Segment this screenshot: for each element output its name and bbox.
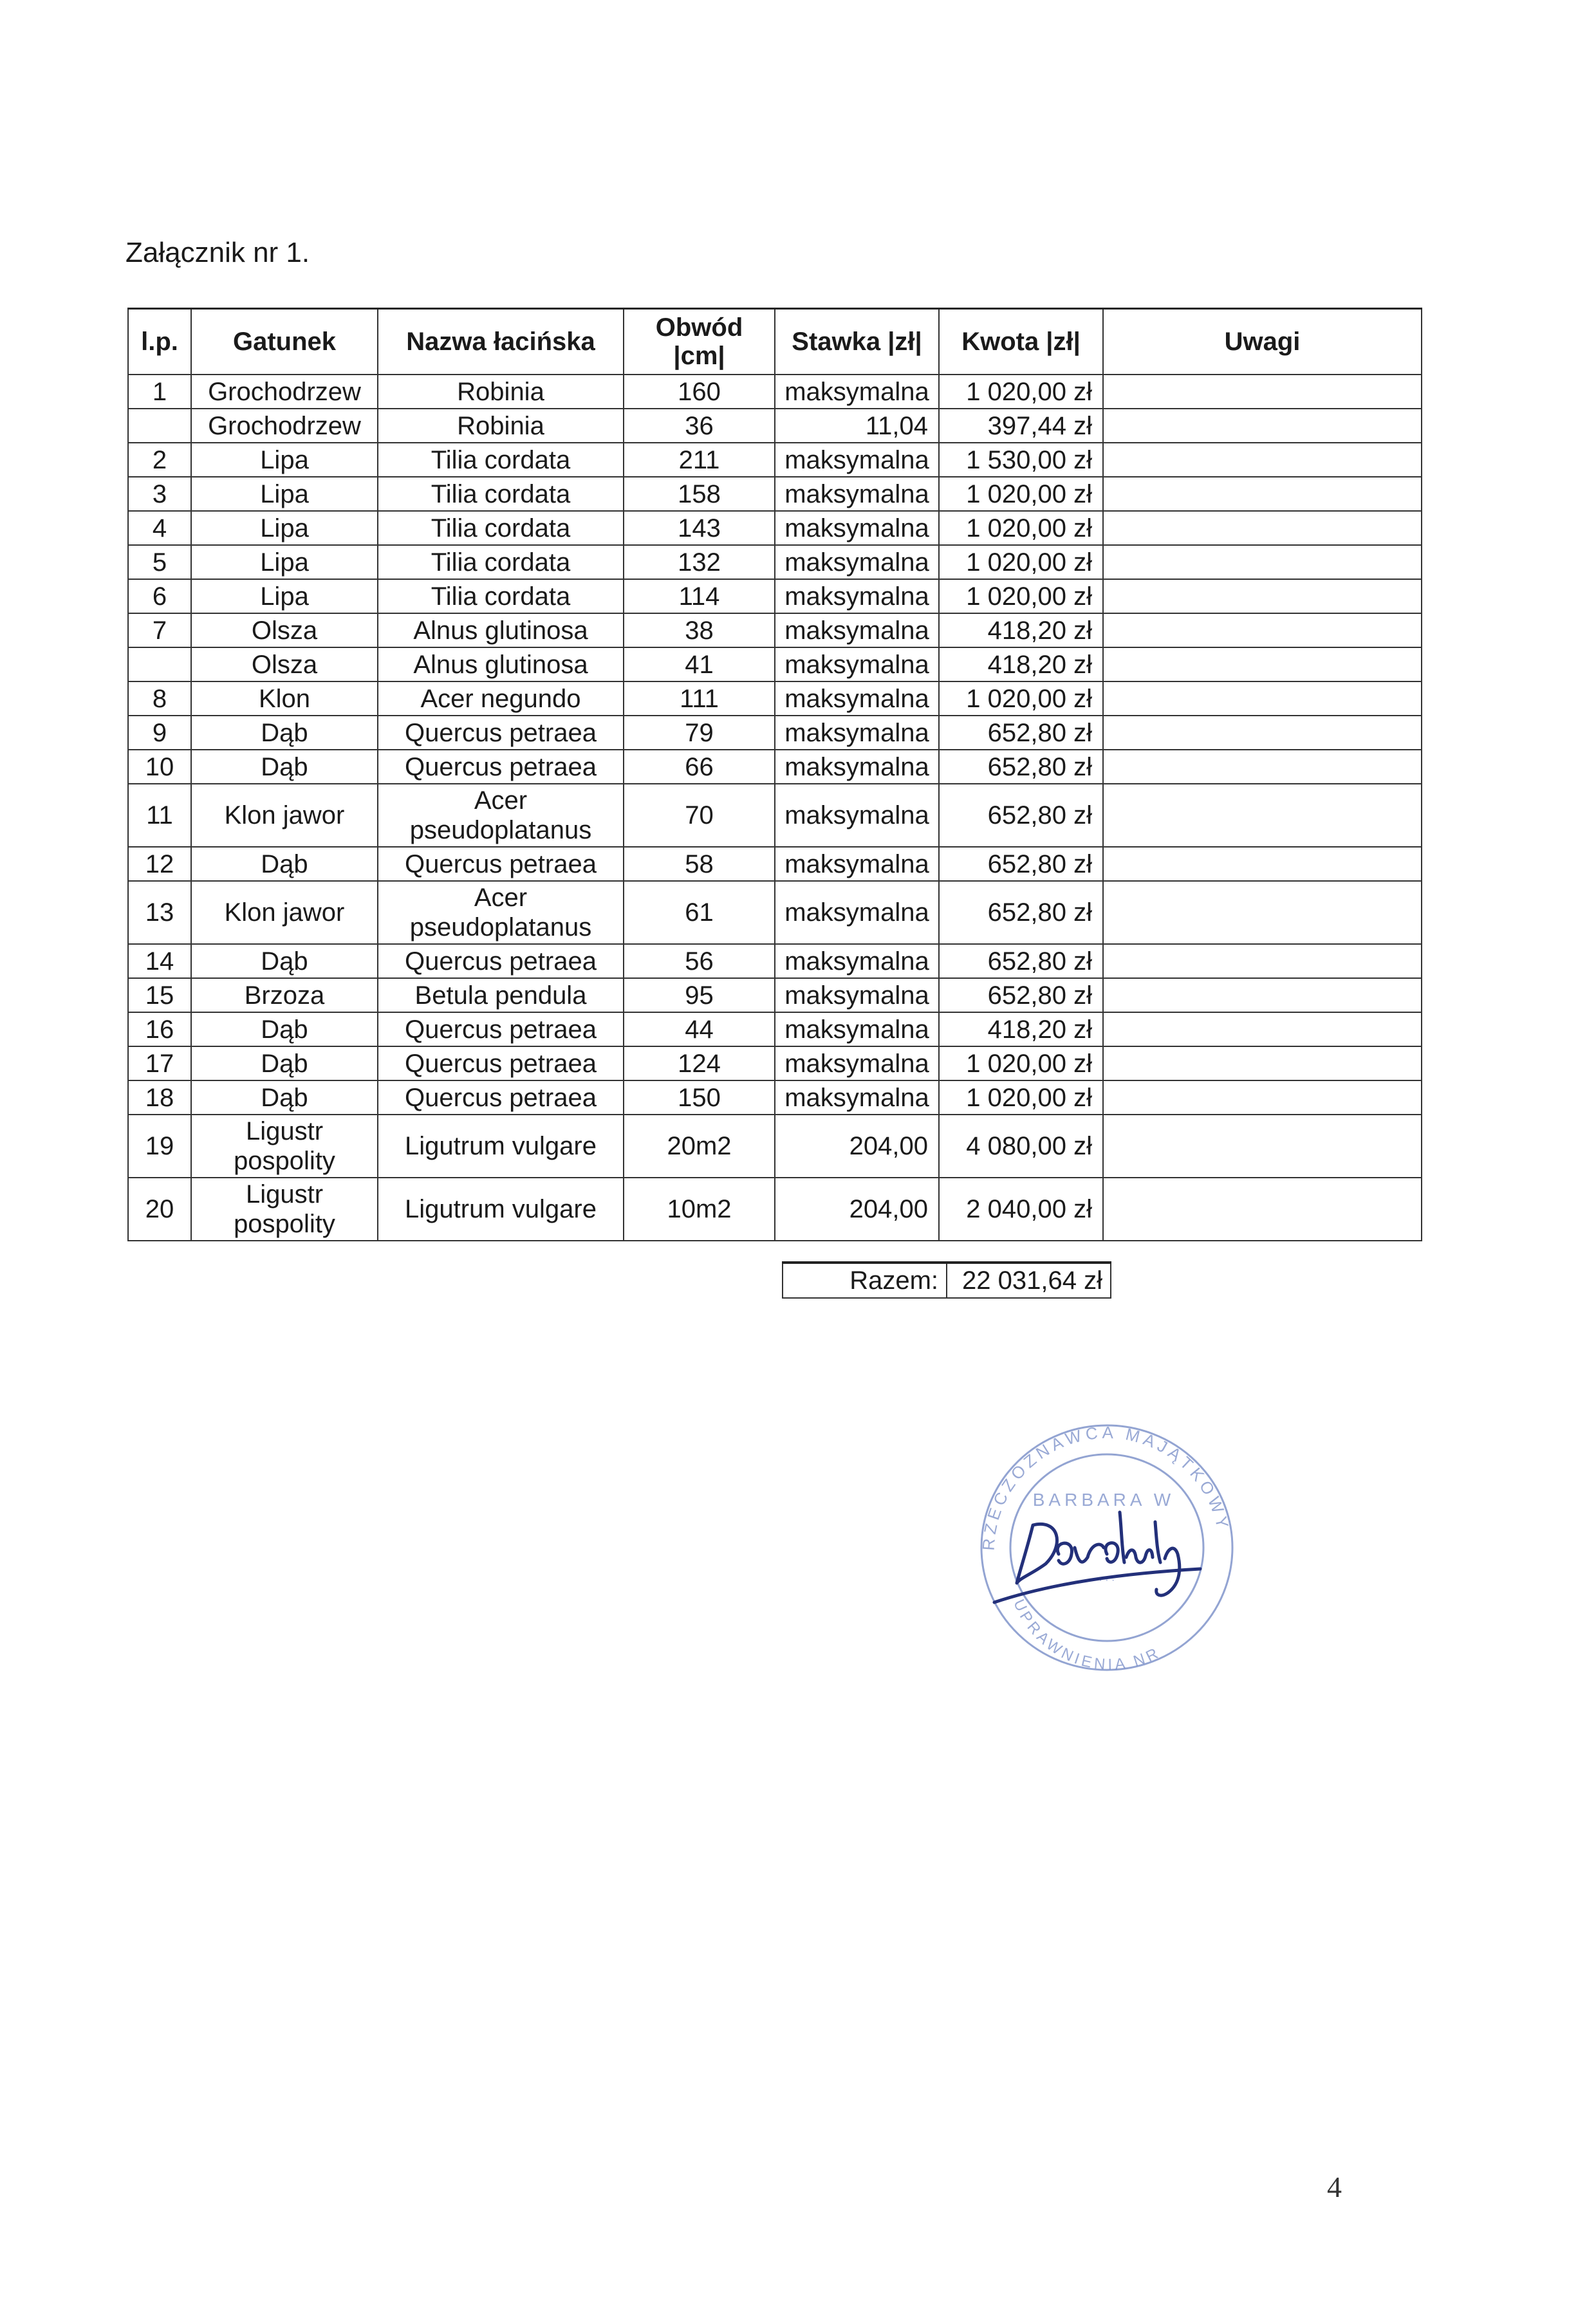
cell-nazwa-lacinska: Robinia <box>378 375 624 409</box>
cell-nazwa-lacinska: Quercus petraea <box>378 944 624 978</box>
cell-kwota: 1 020,00 zł <box>939 1080 1103 1115</box>
cell-obwod: 56 <box>624 944 775 978</box>
cell-stawka: maksymalna <box>775 1080 939 1115</box>
cell-stawka: 11,04 <box>775 409 939 443</box>
table-row <box>128 944 1422 978</box>
cell-lp: 3 <box>128 477 191 511</box>
cell-gatunek: Lipa <box>191 579 378 613</box>
cell-stawka: maksymalna <box>775 1046 939 1080</box>
cell-gatunek: Klon <box>191 681 378 716</box>
cell-uwagi <box>1103 750 1422 784</box>
cell-stawka: maksymalna <box>775 944 939 978</box>
cell-lp: 13 <box>128 881 191 944</box>
stamp-outer-text: RZECZOZNAWCA MAJĄTKOWY <box>978 1422 1234 1552</box>
cell-kwota: 1 020,00 zł <box>939 545 1103 579</box>
stamp-small-text: · · · · <box>1092 1575 1115 1586</box>
cell-stawka: maksymalna <box>775 1012 939 1046</box>
cell-nazwa-lacinska: Tilia cordata <box>378 443 624 477</box>
cell-lp: 19 <box>128 1115 191 1178</box>
cell-gatunek: Olsza <box>191 613 378 647</box>
cell-kwota: 418,20 zł <box>939 647 1103 681</box>
cell-obwod: 95 <box>624 978 775 1012</box>
total-value: 22 031,64 zł <box>947 1263 1111 1298</box>
cell-stawka: maksymalna <box>775 545 939 579</box>
cell-nazwa-lacinska: Quercus petraea <box>378 716 624 750</box>
cell-lp: 12 <box>128 847 191 881</box>
table-row <box>128 1080 1422 1115</box>
cell-uwagi <box>1103 944 1422 978</box>
cell-nazwa-lacinska: Acer negundo <box>378 681 624 716</box>
cell-obwod: 20m2 <box>624 1115 775 1178</box>
cell-obwod: 70 <box>624 784 775 847</box>
official-stamp <box>956 1409 1252 1680</box>
cell-lp: 17 <box>128 1046 191 1080</box>
cell-kwota: 652,80 zł <box>939 847 1103 881</box>
cell-lp: 15 <box>128 978 191 1012</box>
table-row <box>128 443 1422 477</box>
cell-obwod: 36 <box>624 409 775 443</box>
cell-gatunek: Olsza <box>191 647 378 681</box>
cell-uwagi <box>1103 409 1422 443</box>
cell-kwota: 652,80 zł <box>939 750 1103 784</box>
table-row <box>128 613 1422 647</box>
cell-lp: 7 <box>128 613 191 647</box>
cell-kwota: 2 040,00 zł <box>939 1178 1103 1241</box>
cell-stawka: maksymalna <box>775 847 939 881</box>
cell-gatunek: Grochodrzew <box>191 375 378 409</box>
cell-kwota: 652,80 zł <box>939 716 1103 750</box>
cell-stawka: maksymalna <box>775 978 939 1012</box>
cell-obwod: 79 <box>624 716 775 750</box>
cell-obwod: 150 <box>624 1080 775 1115</box>
cell-nazwa-lacinska: Ligutrum vulgare <box>378 1115 624 1178</box>
cell-gatunek: Grochodrzew <box>191 409 378 443</box>
cell-stawka: maksymalna <box>775 681 939 716</box>
cell-uwagi <box>1103 375 1422 409</box>
table-row <box>128 681 1422 716</box>
cell-gatunek: Klon jawor <box>191 881 378 944</box>
table-row <box>128 477 1422 511</box>
cell-kwota: 1 020,00 zł <box>939 1046 1103 1080</box>
cell-kwota: 1 020,00 zł <box>939 511 1103 545</box>
cell-stawka: maksymalna <box>775 477 939 511</box>
cell-nazwa-lacinska: Quercus petraea <box>378 1046 624 1080</box>
cell-stawka: maksymalna <box>775 511 939 545</box>
cell-obwod: 44 <box>624 1012 775 1046</box>
cell-gatunek: Dąb <box>191 1012 378 1046</box>
cell-kwota: 1 020,00 zł <box>939 477 1103 511</box>
cell-lp: 1 <box>128 375 191 409</box>
cell-obwod: 61 <box>624 881 775 944</box>
cell-kwota: 652,80 zł <box>939 944 1103 978</box>
col-header-stawka: Stawka |zł| <box>775 309 939 375</box>
cell-uwagi <box>1103 978 1422 1012</box>
col-header-uwagi: Uwagi <box>1103 309 1422 375</box>
cell-lp: 20 <box>128 1178 191 1241</box>
table-row <box>128 978 1422 1012</box>
stamp-name-text: BARBARA W <box>1032 1490 1175 1510</box>
table-header-row <box>128 309 1422 375</box>
table-row <box>128 1178 1422 1241</box>
cell-gatunek: Lipa <box>191 443 378 477</box>
cell-kwota: 1 020,00 zł <box>939 375 1103 409</box>
cell-kwota: 652,80 zł <box>939 978 1103 1012</box>
table-row <box>128 784 1422 847</box>
cell-uwagi <box>1103 1080 1422 1115</box>
col-header-lp: l.p. <box>128 309 191 375</box>
cell-lp: 14 <box>128 944 191 978</box>
col-header-obwod: Obwód |cm| <box>624 309 775 375</box>
cell-uwagi <box>1103 716 1422 750</box>
table-row <box>128 579 1422 613</box>
cell-gatunek: Dąb <box>191 847 378 881</box>
cell-stawka: maksymalna <box>775 613 939 647</box>
table-row <box>128 750 1422 784</box>
table-row <box>128 647 1422 681</box>
total-row <box>783 1263 1111 1298</box>
cell-gatunek: Dąb <box>191 750 378 784</box>
attachment-heading: Załącznik nr 1. <box>125 237 310 268</box>
cell-kwota: 1 020,00 zł <box>939 579 1103 613</box>
table-row <box>128 716 1422 750</box>
cell-obwod: 114 <box>624 579 775 613</box>
cell-stawka: 204,00 <box>775 1178 939 1241</box>
cell-uwagi <box>1103 613 1422 647</box>
cell-uwagi <box>1103 784 1422 847</box>
cell-obwod: 66 <box>624 750 775 784</box>
cell-nazwa-lacinska: Alnus glutinosa <box>378 647 624 681</box>
cell-uwagi <box>1103 1046 1422 1080</box>
cell-lp: 16 <box>128 1012 191 1046</box>
cell-obwod: 158 <box>624 477 775 511</box>
cell-obwod: 41 <box>624 647 775 681</box>
cell-uwagi <box>1103 1178 1422 1241</box>
cell-kwota: 1 530,00 zł <box>939 443 1103 477</box>
cell-lp <box>128 409 191 443</box>
cell-gatunek: Dąb <box>191 944 378 978</box>
signature <box>994 1512 1200 1602</box>
valuation-table <box>127 308 1422 1241</box>
cell-nazwa-lacinska: Quercus petraea <box>378 1012 624 1046</box>
cell-lp: 4 <box>128 511 191 545</box>
cell-nazwa-lacinska: Acer pseudoplatanus <box>378 881 624 944</box>
cell-uwagi <box>1103 477 1422 511</box>
cell-uwagi <box>1103 511 1422 545</box>
cell-stawka: 204,00 <box>775 1115 939 1178</box>
cell-uwagi <box>1103 881 1422 944</box>
cell-stawka: maksymalna <box>775 750 939 784</box>
cell-kwota: 652,80 zł <box>939 784 1103 847</box>
table-row <box>128 1046 1422 1080</box>
cell-obwod: 10m2 <box>624 1178 775 1241</box>
total-table <box>782 1261 1111 1299</box>
cell-stawka: maksymalna <box>775 881 939 944</box>
cell-uwagi <box>1103 443 1422 477</box>
cell-lp: 6 <box>128 579 191 613</box>
cell-obwod: 211 <box>624 443 775 477</box>
table-row <box>128 545 1422 579</box>
cell-nazwa-lacinska: Tilia cordata <box>378 545 624 579</box>
table-row <box>128 375 1422 409</box>
cell-lp: 5 <box>128 545 191 579</box>
cell-obwod: 58 <box>624 847 775 881</box>
cell-nazwa-lacinska: Ligutrum vulgare <box>378 1178 624 1241</box>
cell-gatunek: Lipa <box>191 477 378 511</box>
cell-kwota: 1 020,00 zł <box>939 681 1103 716</box>
cell-nazwa-lacinska: Tilia cordata <box>378 511 624 545</box>
cell-lp: 10 <box>128 750 191 784</box>
cell-obwod: 38 <box>624 613 775 647</box>
cell-stawka: maksymalna <box>775 579 939 613</box>
cell-obwod: 160 <box>624 375 775 409</box>
cell-obwod: 111 <box>624 681 775 716</box>
cell-stawka: maksymalna <box>775 647 939 681</box>
cell-gatunek: Lipa <box>191 545 378 579</box>
cell-nazwa-lacinska: Betula pendula <box>378 978 624 1012</box>
cell-kwota: 418,20 zł <box>939 613 1103 647</box>
stamp-bottom-text: UPRAWNIENIA NR <box>1010 1597 1164 1674</box>
table-row <box>128 1012 1422 1046</box>
col-header-nazwa-lacinska: Nazwa łacińska <box>378 309 624 375</box>
cell-lp <box>128 647 191 681</box>
cell-gatunek: Ligustr pospolity <box>191 1115 378 1178</box>
cell-obwod: 143 <box>624 511 775 545</box>
cell-kwota: 397,44 zł <box>939 409 1103 443</box>
cell-nazwa-lacinska: Quercus petraea <box>378 1080 624 1115</box>
cell-uwagi <box>1103 1012 1422 1046</box>
table-row <box>128 511 1422 545</box>
cell-nazwa-lacinska: Quercus petraea <box>378 750 624 784</box>
cell-kwota: 4 080,00 zł <box>939 1115 1103 1178</box>
cell-nazwa-lacinska: Tilia cordata <box>378 477 624 511</box>
cell-kwota: 418,20 zł <box>939 1012 1103 1046</box>
cell-kwota: 652,80 zł <box>939 881 1103 944</box>
cell-gatunek: Dąb <box>191 1046 378 1080</box>
table-row <box>128 409 1422 443</box>
cell-obwod: 132 <box>624 545 775 579</box>
cell-nazwa-lacinska: Alnus glutinosa <box>378 613 624 647</box>
cell-uwagi <box>1103 579 1422 613</box>
cell-lp: 2 <box>128 443 191 477</box>
cell-stawka: maksymalna <box>775 375 939 409</box>
cell-gatunek: Ligustr pospolity <box>191 1178 378 1241</box>
cell-lp: 18 <box>128 1080 191 1115</box>
cell-gatunek: Klon jawor <box>191 784 378 847</box>
cell-uwagi <box>1103 545 1422 579</box>
cell-gatunek: Lipa <box>191 511 378 545</box>
cell-uwagi <box>1103 681 1422 716</box>
cell-uwagi <box>1103 647 1422 681</box>
cell-lp: 9 <box>128 716 191 750</box>
cell-nazwa-lacinska: Acer pseudoplatanus <box>378 784 624 847</box>
cell-obwod: 124 <box>624 1046 775 1080</box>
cell-nazwa-lacinska: Robinia <box>378 409 624 443</box>
cell-stawka: maksymalna <box>775 784 939 847</box>
cell-stawka: maksymalna <box>775 716 939 750</box>
cell-nazwa-lacinska: Tilia cordata <box>378 579 624 613</box>
cell-gatunek: Dąb <box>191 716 378 750</box>
cell-nazwa-lacinska: Quercus petraea <box>378 847 624 881</box>
cell-lp: 8 <box>128 681 191 716</box>
total-label: Razem: <box>783 1263 947 1298</box>
cell-uwagi <box>1103 1115 1422 1178</box>
cell-uwagi <box>1103 847 1422 881</box>
cell-gatunek: Dąb <box>191 1080 378 1115</box>
cell-gatunek: Brzoza <box>191 978 378 1012</box>
page-number: 4 <box>1327 2171 1342 2203</box>
col-header-gatunek: Gatunek <box>191 309 378 375</box>
table-row <box>128 847 1422 881</box>
cell-stawka: maksymalna <box>775 443 939 477</box>
col-header-kwota: Kwota |zł| <box>939 309 1103 375</box>
cell-lp: 11 <box>128 784 191 847</box>
table-row <box>128 1115 1422 1178</box>
table-row <box>128 881 1422 944</box>
